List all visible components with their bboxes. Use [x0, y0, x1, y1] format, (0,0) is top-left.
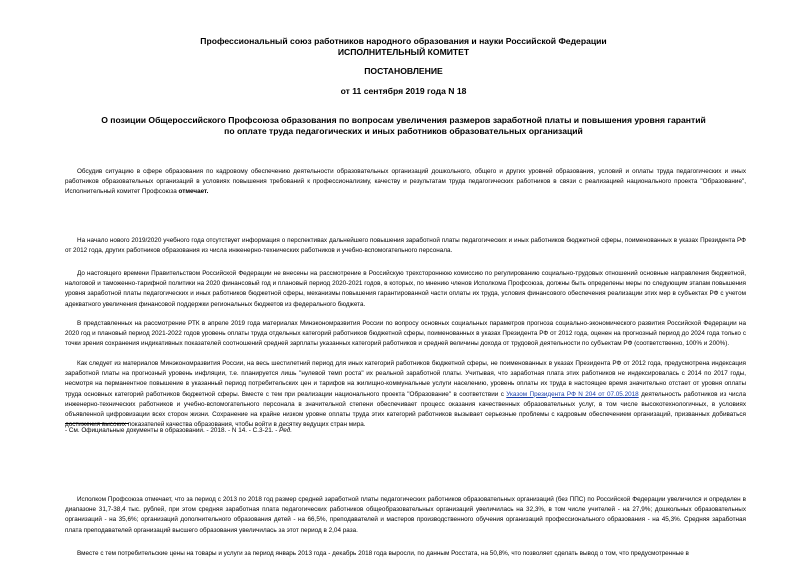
paragraph-3 — [65, 269, 746, 310]
paragraph-7-text: Вместе с тем потребительские цены на товары и услуги за период январь 2013 года - декабрь 2018 года выросли, по данным Росстата, на 50,8%, что позволяет сделать вывод о том, что предусмотренные в — [77, 550, 689, 557]
paragraph-5 — [65, 359, 746, 430]
paragraph-4 — [65, 319, 746, 350]
paragraph-1-text: Обсудив ситуацию в сфере образования по кадровому обеспечению деятельности образовательных организаций дошкольного, общего и других уровней образования, условий и оплаты труда педагогических и иных работников образовательных организаций в условиях повышения требований к профессионализму, качеству и результатам труда педагогических работников в связи с реализацией национального проекта "Образование", Исполнительный комитет Профсоюза — [65, 168, 746, 196]
footnote-divider — [65, 423, 129, 424]
paragraph-6 — [65, 495, 746, 536]
footnote-text: - См. Официальные документы в образовании. - 2018. - N 14. - С.3-21. - — [65, 427, 280, 434]
footnote — [65, 426, 292, 436]
document-type: ПОСТАНОВЛЕНИЕ — [364, 66, 443, 76]
decree-link[interactable]: Указом Президента РФ N 204 от 07.05.2018 — [506, 390, 639, 398]
committee-name: ИСПОЛНИТЕЛЬНЫЙ КОМИТЕТ — [337, 47, 470, 57]
paragraph-5-text-a: Как следует из материалов Минэкономразвития России, на весь шестилетний период для иных категорий работников бюджетной сферы, не поименованных в указах Президента РФ от 2012 года, предусмотрена индексация заработной платы на прогнозный уровень инфляции, т.е. планируется лишь "нулевой темп роста" их реальной заработной платы. Учитывая, что заработная плата этих работников не индексировалась с 2014 по 2017 годы, несмотря на перманентное повышение в указанный период потребительских цен и тарифов на жилищно-коммунальные услуги населению, уровень оплаты их труда в настоящее время значительно отстает от уровня оплаты труда основных категорий работников бюджетной сферы. Вместе с тем при реализации национального проекта "Образование" в соответствии с — [65, 360, 746, 398]
document-title: О позиции Общероссийского Профсоюза образования по вопросам увеличения размеров заработной платы и повышения уровня гарантий по оплате труда педагогических и иных работников образовательных организаций — [101, 115, 706, 136]
organization-name: Профессиональный союз работников народного образования и науки Российской Федерации — [200, 36, 607, 46]
paragraph-5-text-b: деятельность работников из числа инженерно-технических работников и учебно-вспомогательного персонала в значительной степени обеспечивает процесс оказания качественных образовательных услуг, в том числе высокотехнологичных, в условиях объявленной цифровизации всех сторон жизни. Сохранение на крайне низком уровне оплаты труда этих категорий работников вызывает серьезные проблемы с кадровым обеспечением организаций, призванных добиваться достижения высоких показателей качества образования, чтобы войти в десятку ведущих стран мира. — [65, 390, 747, 429]
paragraph-2 — [65, 236, 746, 256]
paragraph-7 — [65, 549, 746, 559]
paragraph-1 — [65, 167, 746, 198]
paragraph-3-text: До настоящего времени Правительством Российской Федерации не внесены на рассмотрение в Российскую трехстороннюю комиссию по регулированию социально-трудовых отношений основные направления бюджетной, налоговой и таможенно-тарифной политики на 2020 финансовый год и плановый период 2020-2021 годов, в которых, по мнению членов Исполкома Профсоюза, должны быть определены меры по следующим этапам повышения уровня заработной платы педагогических и иных работников бюджетной сферы, механизмы повышения гарантированной части оплаты их труда, условия финансового обеспечения реализации этих мер в субъектах РФ с учетом адекватного увеличения финансовой поддержки региональных бюджетов из федерального бюджета. — [65, 270, 746, 308]
paragraph-1-bold: отмечает. — [178, 188, 209, 196]
paragraph-4-text: В представленных на рассмотрение РТК в апреле 2019 года материалах Минэкономразвития России по вопросу основных социальных параметров прогноза социально-экономического развития Российской Федерации на 2020 год и плановый период 2021-2022 годов уровень оплаты труда отдельных категорий работников бюджетной сферы, поименованных в указах Президента РФ от 2012 года, оценен на прогнозный период до 2024 года только с точки зрения сохранения индикативных показателей соотношений средней зарплаты указанных категорий работников и средней величины дохода от трудовой деятельности по субъектам РФ (соответственно, 100% и 200%). — [65, 320, 746, 348]
footnote-editor-mark: Ред. — [279, 427, 293, 434]
document-date: от 11 сентября 2019 года N 18 — [340, 86, 467, 96]
paragraph-2-text: На начало нового 2019/2020 учебного года отсутствует информация о перспективах дальнейшего повышения заработной платы педагогических и иных работников бюджетной сферы, поименованных в указах Президента РФ от 2012 года, других работников образования из числа инженерно-технических работников и учебно-вспомогательного персонала. — [65, 237, 746, 255]
paragraph-6-text: Исполком Профсоюза отмечает, что за период с 2013 по 2018 год размер средней заработной платы педагогических работников образовательных организаций (без ППС) по Российской Федерации увеличился и определен в диапазоне 31,7-38,4 тыс. рублей, при этом средняя заработная плата педагогических работников общеобразовательных организаций увеличилась на 32,3%, в том числе учителей - на 27,9%; дошкольных образовательных организаций - на 35,6%; организаций дополнительного образования детей - на 66,5%, преподавателей и мастеров производственного обучения организаций профессионального образования - на 45,3%. Средняя заработная плата преподавателей организаций высшего образования увеличилась за этот период в 2,04 раза. — [65, 496, 746, 534]
